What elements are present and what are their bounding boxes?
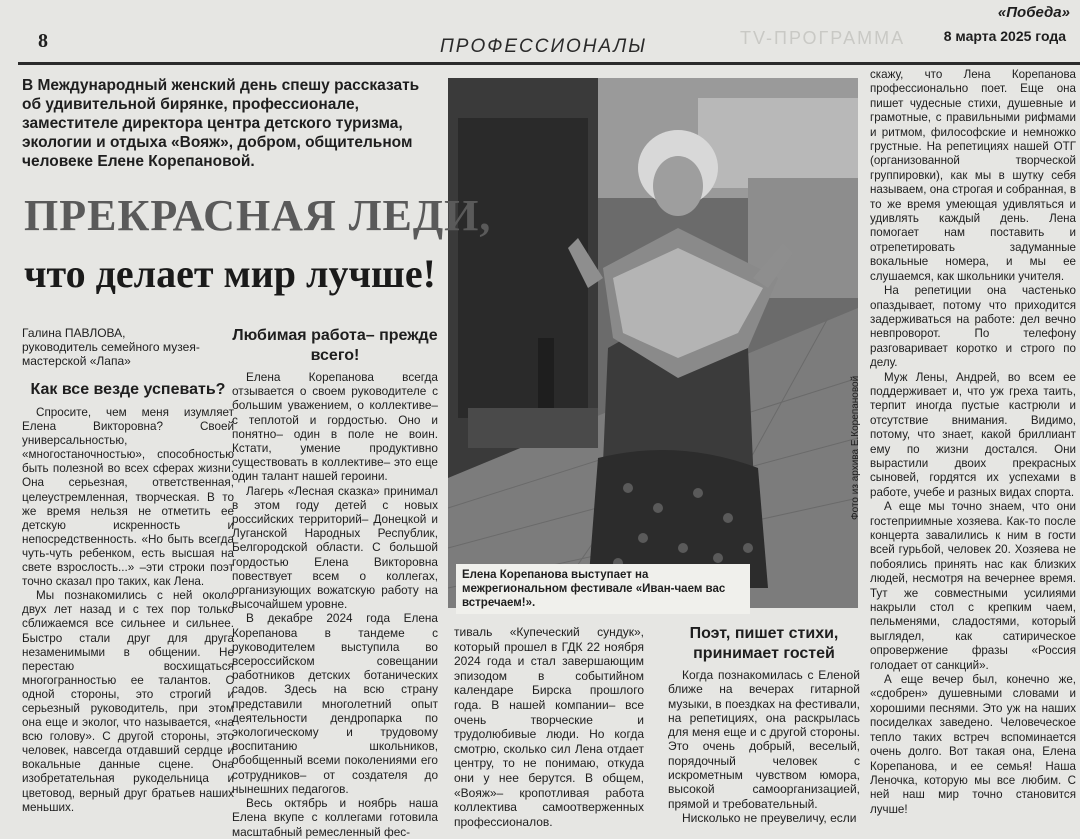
column-2-paragraph: В декабре 2024 года Елена Корепанова в тандеме с руководителем выступила во всероссийском совещании работников детских ботанических садов. Здесь на всю страну представили многолетний опыт деятельности дендропарка по экологическому и трудовому воспитанию школьников, обобщенный всеми поколениями его сотрудников– от создателя до нынешних педагогов.: [232, 611, 438, 796]
article-photo: [448, 78, 858, 608]
author-role: руководитель семейного музея-мастерской «Лапа»: [22, 340, 200, 368]
column-4: [668, 624, 860, 825]
column-2-paragraph: Елена Корепанова всегда отзывается о своем руководителе с большим уважением, о коллективе– с теплотой и гордостью. Оно и понятно– один в поле не воин. Кстати, умение продуктивно существовать в коллективе– это еще один талант нашей героини.: [232, 370, 438, 484]
issue-date: 8 марта 2025 года: [943, 28, 1066, 44]
page-number: 8: [38, 30, 48, 52]
show-through-text: ТV-ПРОГРАММА: [740, 28, 906, 48]
photo-credit: Фото из архива Е.Корепановой: [850, 375, 861, 520]
author-name: Галина ПАВЛОВА,: [22, 326, 126, 340]
newspaper-name: «Победа»: [997, 4, 1070, 21]
column-5-paragraph: Муж Лены, Андрей, во всем ее поддерживает и, что уж греха таить, терпит иногда пустые кастрюли и отсутствие внимания. Видимо, потому, что знает, какой бриллиант ему по жизни достался. Они вырастили двоих прекрасных сыновей, гордятся их успехами в работе, учебе и разных видах спорта.: [870, 370, 1076, 499]
column-5-paragraph: скажу, что Лена Корепанова профессионально поет. Еще она пишет чудесные стихи, душевные и грамотные, с правильными рифмами и ритмом, философские и немножко грустные. На репетициях нашей ОТГ (организованной творческой группировки), как мы в шутку себя называем, она строгая и собранная, в то же время умеющая удивляться и удивлять каждый день. Лена помогает нам поставить и отрепетировать задуманные вокальные номера, и мы ее слушаемся, как школьники учителя.: [870, 68, 1076, 283]
photo-illustration: [448, 78, 858, 608]
headline-line-1: ПРЕКРАСНАЯ ЛЕДИ,: [24, 191, 492, 240]
column-5: [870, 68, 1076, 817]
column-1-paragraph: Мы познакомились с ней около двух лет назад и с тех пор только сближаемся все сильнее и сильнее. Быстро стали друг для друга незаменимыми в общении. Не перестаю восхищаться многогранностью ее талантов. С одной стороны, это строгий и серьезный руководитель, при этом она еще и эколог, что называется, «на всю голову». С другой стороны, это человек, навсегда отдавший сердце и вокальные данные сцене. Она изобретательная рукодельница и цветовод, верный друг братьев наших меньших.: [22, 589, 234, 814]
section-title: ПРОФЕССИОНАЛЫ: [440, 36, 648, 57]
column-3: [454, 625, 644, 829]
column-5-paragraph: А еще мы точно знаем, что они гостеприимные хозяева. Как-то после концерта завалились к ним в гости всей гурьбой, человек 20. Хозяева не побоялись принять нас как близких людей, несмотря на вечернее время. Тут же совместными усилиями накрыли стол с крепким чаем, пельменями, сладостями, который выглядел, как сатирическое опровержение фразы «Россия голодает от санкций».: [870, 500, 1076, 672]
column-4-paragraph: Нисколько не преувеличу, если: [682, 810, 857, 825]
photo-caption: Елена Корепанова выступает на межрегиональном фестивале «Иван-чаем вас встречаем!».: [456, 564, 750, 614]
column-2-paragraph: Весь октябрь и ноябрь наша Елена вкупе с коллегами готовила масштабный ремесленный фес-: [232, 796, 438, 839]
column-1-paragraph: Спросите, чем меня изумляет Елена Викторовна? Своей универсальностью, «многостаночностью», способностью быть полезной во всех сферах жизни. Она серьезная, ответственная, целеустремленная, творческая. В то же время нельзя не отметить ее детскую искренность и непосредственность. «Но быть всегда чуть-чуть ребенком, есть высшая на свете взрослость...» –эти строки поэт точно сказал про таких, как Лена.: [22, 406, 234, 589]
column-4-paragraph: Когда познакомилась с Еленой ближе на вечерах гитарной музыки, в поездках на фестивали, на репетициях, она раскрылась для меня еще и с другой стороны. Это очень добрый, веселый, порядочный человек с искрометным чувством юмора, высокой самоорганизацией, прямой и требовательный.: [668, 668, 860, 811]
column-5-paragraph: А еще вечер был, конечно же, «сдобрен» душевными словами и хорошими песнями. Это уж на наших посиделках заведено. Человеческое тепло таких встреч вспоминается очень долго. Вот такая она, Елена Корепанова, и ее семья! Наша Леночка, которую мы все любим. С ней наш мир точно становится лучше!: [870, 673, 1076, 816]
article-lead: В Международный женский день спешу рассказать об удивительной бирянке, профессионале, заместителе директора центра детского туризма, экологии и отдыха «Вояж», добром, общительном человеке Елене Корепановой.: [22, 77, 420, 170]
column-5-paragraph: На репетиции она частенько опаздывает, потому что приходится задерживаться на работе: дел вечно невпроворот. По телефону разговаривает коротко и строго по делу.: [870, 284, 1076, 370]
author-block: [22, 326, 222, 368]
column-1: [22, 380, 234, 815]
column-1-heading: Как все везде успевать?: [30, 381, 226, 398]
column-2-paragraph: Лагерь «Лесная сказка» принимал в этом году детей с новых российских территорий– Донецкой и Луганской Народных Республик, Белгородской области. С большой гордостью Елена Викторовна повествует всем о коллегах, организующих вожатскую работу на высочайшем уровне.: [232, 483, 438, 612]
column-2-heading: Любимая работа– прежде всего!: [232, 327, 438, 364]
column-3-paragraph: тиваль «Купеческий сундук», который прошел в ГДК 22 ноября 2024 года и стал завершающим эпизодом в событийном календаре Бирска прошлого года. В нашей компании– все очень творческие и трудолюбивые люди. Но когда смотрю, сколько сил Лена отдает центру, то не понимаю, откуда они у нее берутся. В общем, «Вояж»– кропотливая работа коллектива самоотверженных профессионалов.: [454, 625, 644, 829]
headline-line-2: что делает мир лучше!: [24, 251, 436, 296]
header-rule: [18, 62, 1080, 65]
column-4-heading: Поэт, пишет стихи, принимает гостей: [689, 625, 839, 662]
column-2: [232, 326, 438, 839]
